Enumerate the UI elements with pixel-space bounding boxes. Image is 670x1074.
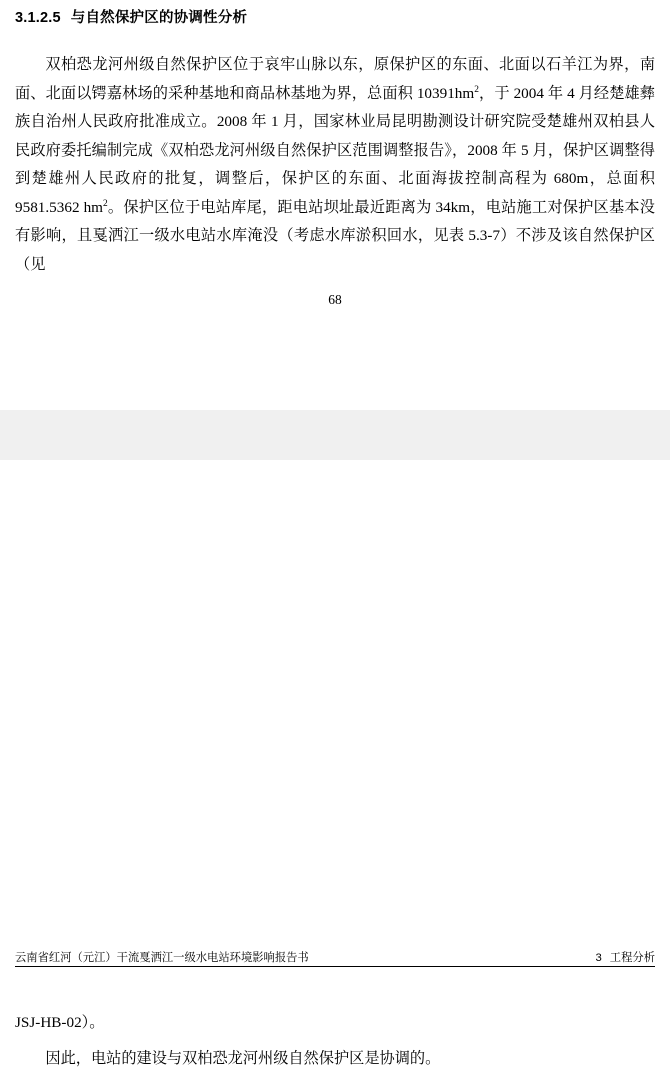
section-number: 3.1.2.5: [15, 10, 61, 26]
page-break-gap: [0, 410, 670, 460]
section-title: 与自然保护区的协调性分析: [70, 10, 248, 26]
running-header: [15, 949, 655, 965]
running-header-left: 云南省红河（元江）干流戛洒江一级水电站环境影响报告书: [15, 952, 309, 964]
section-heading: [15, 6, 247, 27]
page-number: 68: [328, 292, 342, 307]
running-header-section-title: 工程分析: [609, 952, 655, 964]
paragraph-text-part3: 。保护区位于电站库尾，距电站坝址最近距离为 34km，电站施工对保护区基本没有影响，且戛洒江一级水电站水库淹没（考虑水库淤积回水，见表 5.3-7）不涉及该自然保护区（见: [15, 198, 655, 273]
main-paragraph: [15, 51, 655, 279]
paragraph-text-part2: ，于 2004 年 4 月经楚雄彝族自治州人民政府批准成立。2008 年 1 月，国家林业局昆明勘测设计研究院受楚雄州双柏县人民政府委托编制完成《双柏恐龙河州级自然保护区范围调整报告》，2008 年 5 月，保护区调整得到楚雄州人民政府的批复，调整后，保护区的东面、北面海拔控制高程为 680m，总面积 9581.5362 hm: [15, 84, 655, 216]
conclusion-paragraph: 因此，电站的建设与双柏恐龙河州级自然保护区是协调的。: [45, 1050, 441, 1068]
continuation-paragraph: JSJ-HB-02）。: [15, 1014, 105, 1032]
paragraph-text-part1: 双柏恐龙河州级自然保护区位于哀牢山脉以东，原保护区的东面、北面以石羊江为界，南面、北面以锷嘉林场的采种基地和商品林基地为界，总面积 10391hm: [15, 56, 655, 102]
running-header-section-number: 3: [595, 952, 602, 964]
superscript-square-1: 2: [474, 84, 479, 95]
running-header-right: [596, 949, 656, 965]
page-bottom-section: [0, 460, 670, 1068]
header-rule: [15, 966, 655, 967]
superscript-square-2: 2: [102, 198, 108, 209]
page-top-section: [0, 0, 670, 410]
